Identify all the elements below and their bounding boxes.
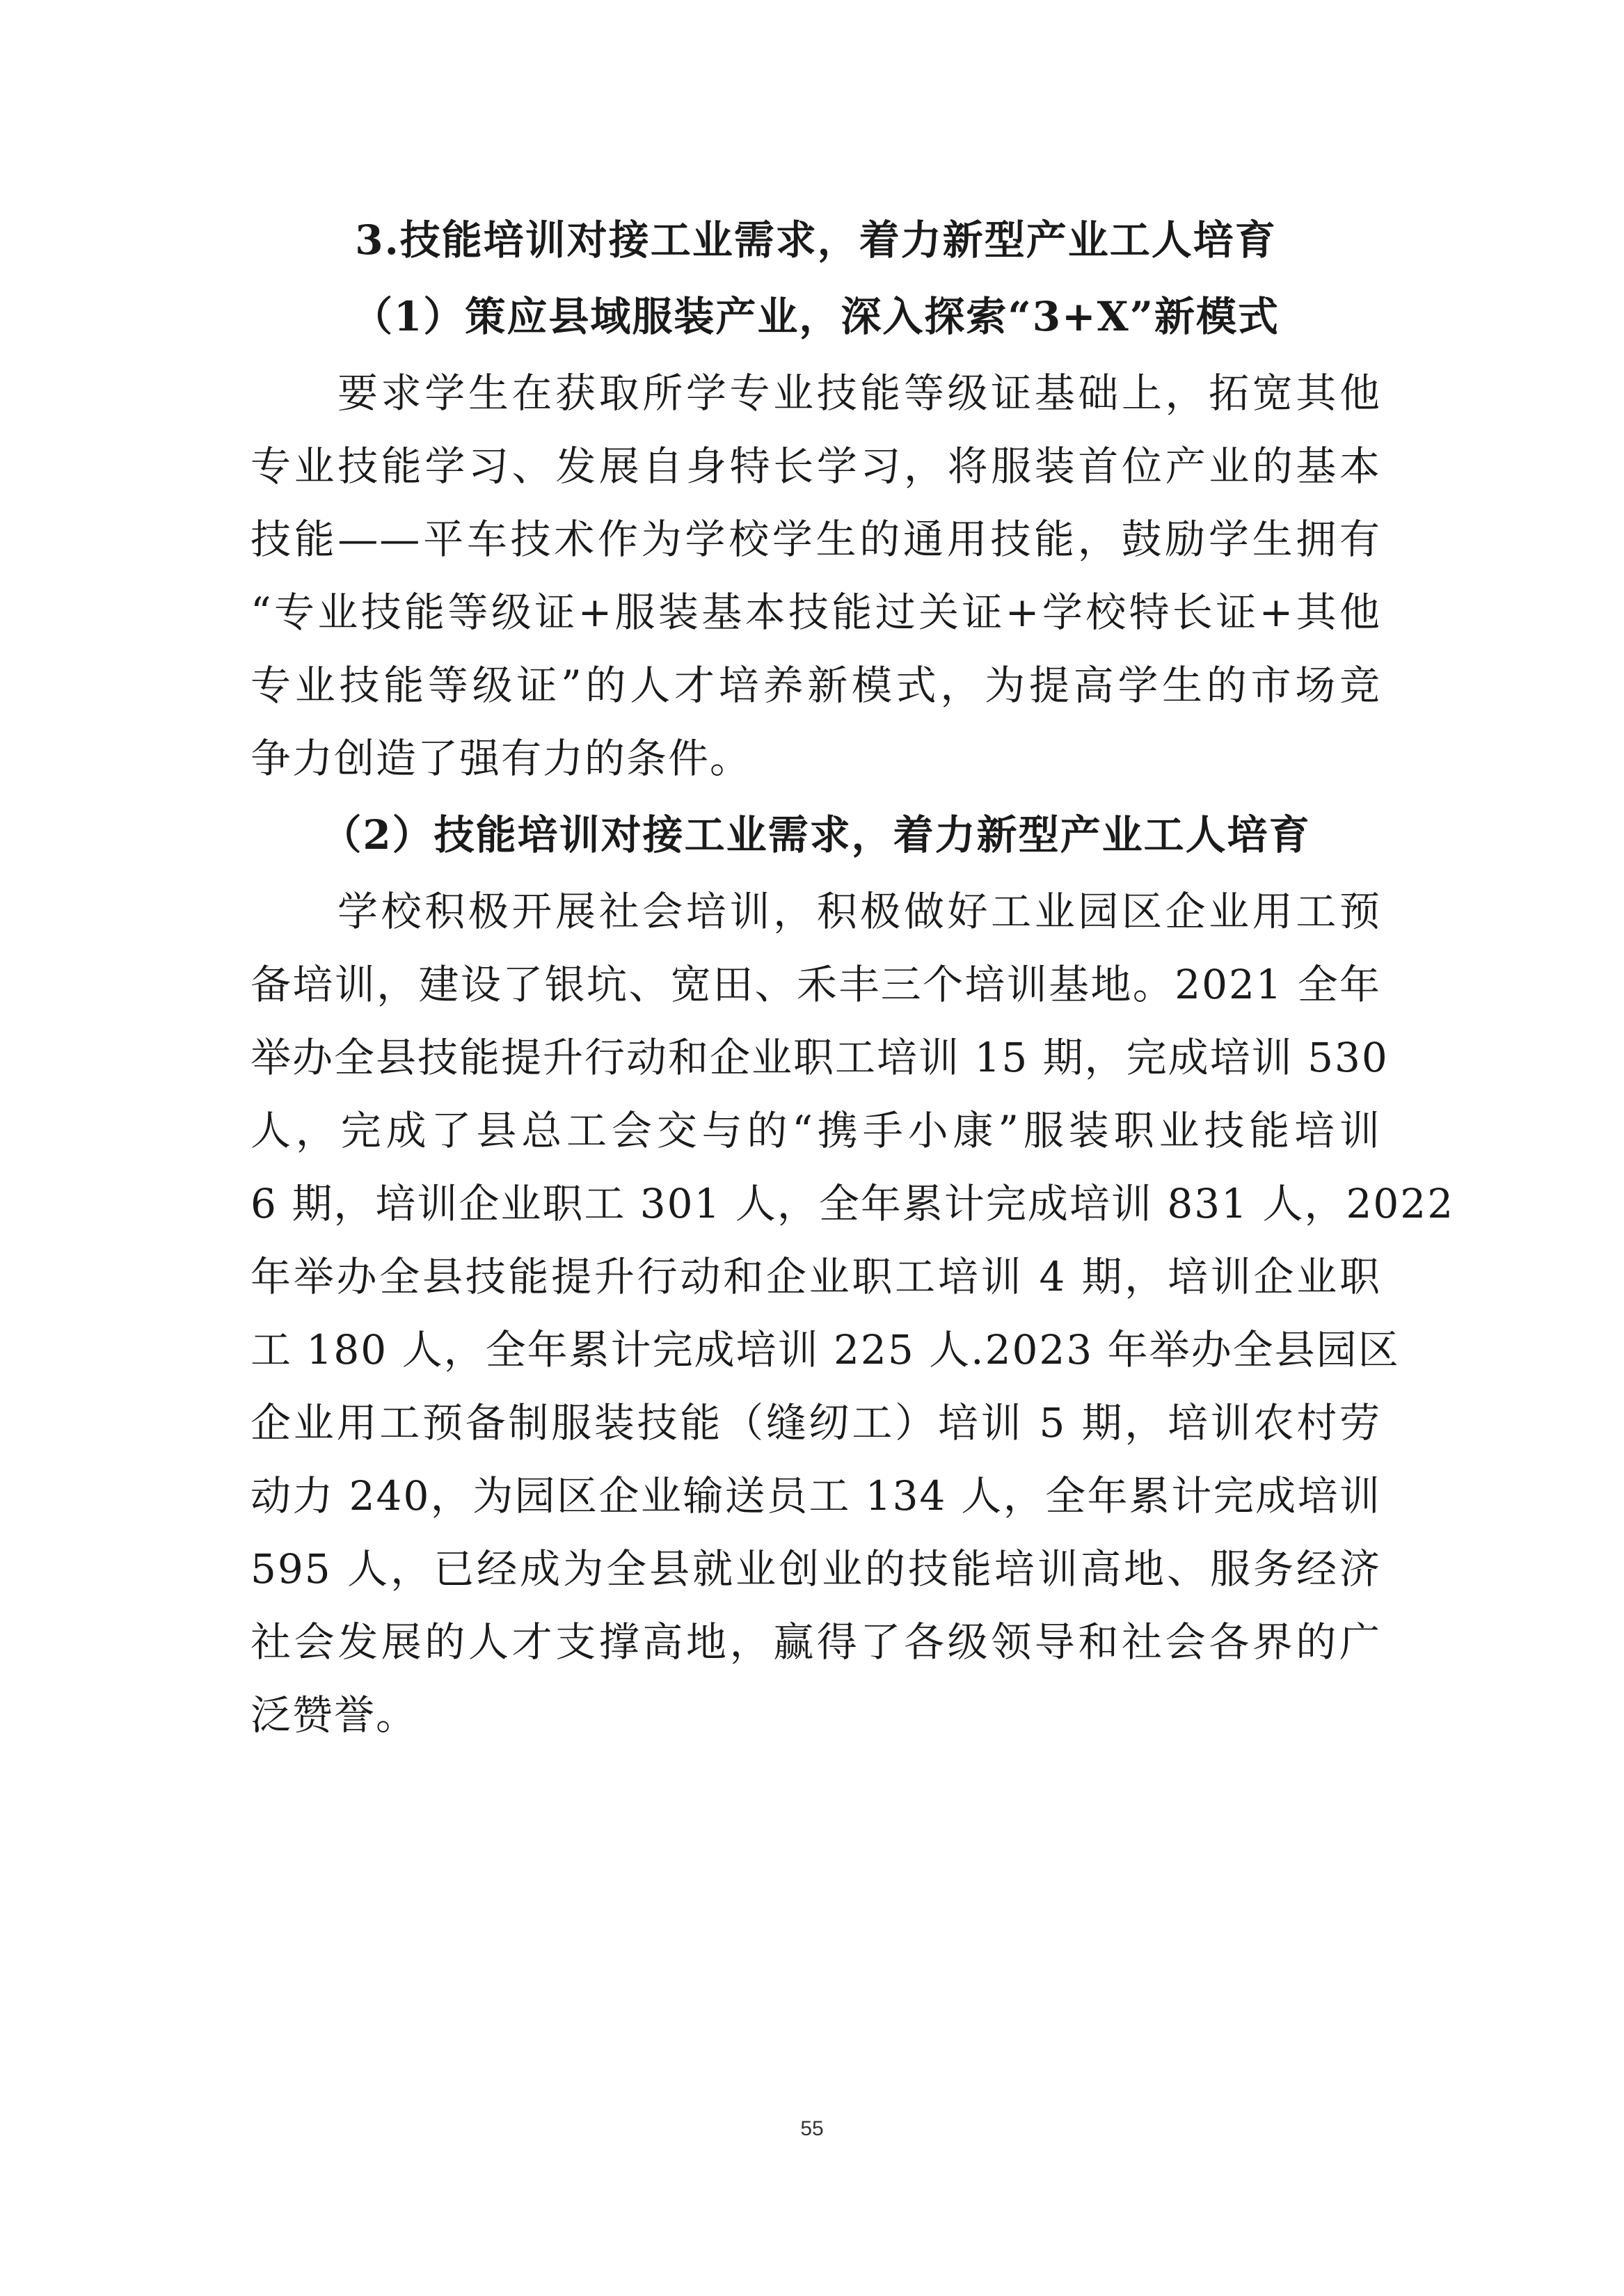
paragraph-2-line-7: 工 180 人，全年累计完成培训 225 人.2023 年举办全县园区 <box>250 1326 1400 1373</box>
page-number: 55 <box>800 2117 824 2140</box>
subsection-heading-2: （2）技能培训对接工业需求，着力新型产业工人培育 <box>321 811 1311 859</box>
paragraph-2-line-4: 人，完成了县总工会交与的“携手小康”服装职业技能培训 <box>250 1107 1381 1154</box>
paragraph-2-line-9: 动力 240，为园区企业输送员工 134 人，全年累计完成培训 <box>250 1472 1381 1520</box>
paragraph-2-line-12: 泛赞誉。 <box>250 1691 418 1739</box>
paragraph-2-line-11: 社会发展的人才支撑高地，赢得了各级领导和社会各界的广 <box>250 1618 1381 1666</box>
paragraph-1-line-5: 专业技能等级证”的人才培养新模式，为提高学生的市场竞 <box>250 662 1381 709</box>
subsection-heading-1: （1）策应县域服装产业，深入探索“3+X”新模式 <box>351 293 1280 340</box>
paragraph-1-line-1: 要求学生在获取所学专业技能等级证基础上，拓宽其他 <box>337 369 1381 417</box>
paragraph-2-line-5: 6 期，培训企业职工 301 人，全年累计完成培训 831 人，2022 <box>250 1180 1455 1227</box>
paragraph-2-line-2: 备培训，建设了银坑、宽田、禾丰三个培训基地。2021 全年 <box>250 961 1381 1008</box>
paragraph-2-line-8: 企业用工预备制服装技能（缝纫工）培训 5 期，培训农村劳 <box>250 1399 1381 1446</box>
paragraph-2-line-10: 595 人，已经成为全县就业创业的技能培训高地、服务经济 <box>250 1545 1381 1593</box>
paragraph-2-line-3: 举办全县技能提升行动和企业职工培训 15 期，完成培训 530 <box>250 1034 1389 1081</box>
section-heading: 3.技能培训对接工业需求，着力新型产业工人培育 <box>355 216 1277 264</box>
paragraph-2-line-6: 年举办全县技能提升行动和企业职工培训 4 期，培训企业职 <box>250 1253 1381 1300</box>
paragraph-1-line-6: 争力创造了强有力的条件。 <box>250 735 752 782</box>
paragraph-1-line-2: 专业技能学习、发展自身特长学习，将服装首位产业的基本 <box>250 443 1381 490</box>
paragraph-1-line-4: “专业技能等级证+服装基本技能过关证+学校特长证+其他 <box>250 589 1381 636</box>
paragraph-1-line-3: 技能——平车技术作为学校学生的通用技能，鼓励学生拥有 <box>250 516 1381 563</box>
paragraph-2-line-1: 学校积极开展社会培训，积极做好工业园区企业用工预 <box>337 888 1381 935</box>
